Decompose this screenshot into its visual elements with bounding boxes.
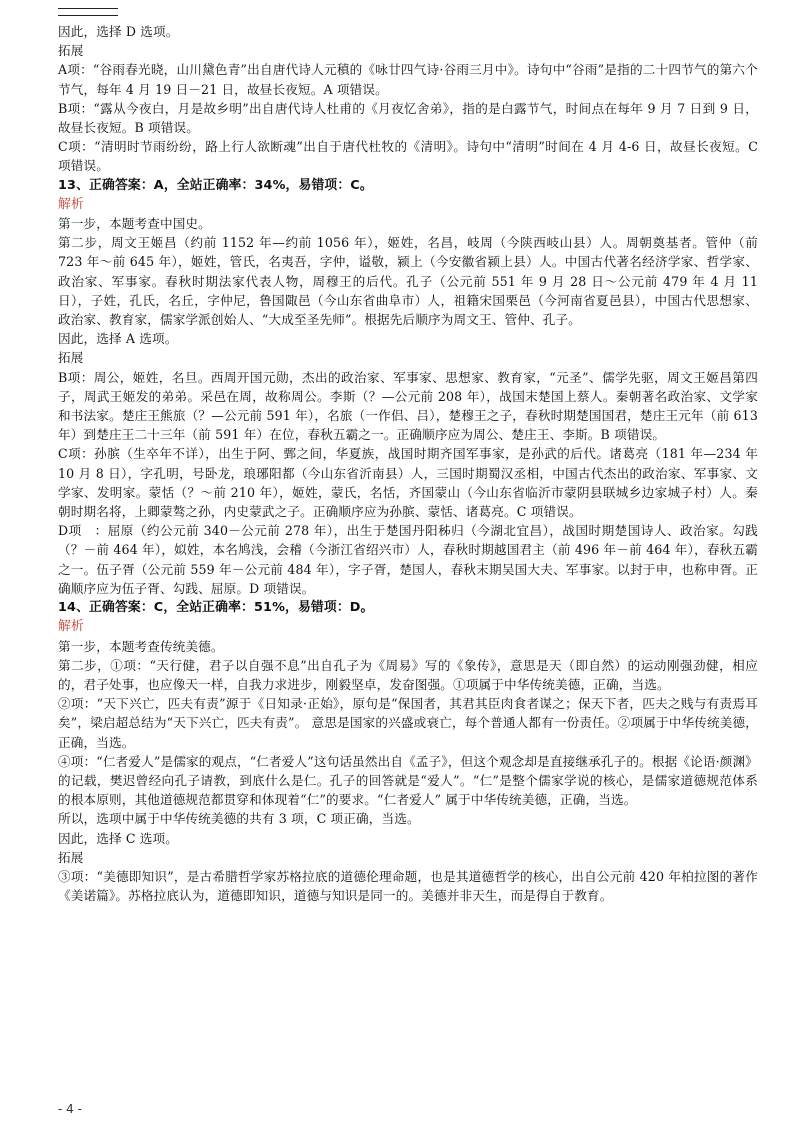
page-number: - 4 - — [58, 1102, 82, 1116]
analysis-label: 解析 — [58, 196, 84, 212]
section-label-extension: 拓展 — [58, 350, 84, 366]
paragraph: ②项：“天下兴亡，匹夫有责”源于《日知录·正始》，原句是“保国者，其君其臣肉食者谋之；保天下者，匹夫之贱与有责焉耳矣”，梁启超总结为“天下兴亡，匹夫有责”。 意思是国家的兴盛或衰亡，每个普通人都有一份责任。②项属于中华传统美德，正确，当选。 — [58, 696, 758, 750]
paragraph: ④项：“仁者爱人”是儒家的观点，“仁者爱人”这句话虽然出自《孟子》，但这个观念却是直接继承孔子的。根据《论语·颜渊》的记载，樊迟曾经向孔子请教，到底什么是仁。孔子的回答就是“爱人”。“仁”是整个儒家学说的核心，是儒家道德规范体系的根本原则，其他道德规范都贯穿和体现着“仁”的要求。“仁者爱人” 属于中华传统美德，正确，当选。 — [58, 753, 758, 808]
header-rule — [58, 15, 118, 16]
paragraph: B项：周公，姬姓，名旦。西周开国元勋，杰出的政治家、军事家、思想家、教育家，“元圣”、儒学先驱，周文王姬昌第四子，周武王姬发的弟弟。采邑在周，故称周公。李斯（？—公元前 208 年），战国末楚国上蔡人。秦朝著名政治家、文学家和书法家。楚庄王熊旅（？—公元前 591 年），名旅（一作侣、吕），楚穆王之子，春秋时期楚国国君，楚庄王元年（前 613 年）到楚庄王二十三年（前 591 年）在位，春秋五霸之一。正确顺序应为周公、楚庄王、李斯。B 项错误。 — [58, 369, 758, 443]
paragraph: D项 ：屈原（约公元前 340－公元前 278 年），出生于楚国丹阳秭归（今湖北宜昌），战国时期楚国诗人、政治家。勾践（？－前 464 年），姒姓，本名鸠浅，会稽（今浙江省绍兴市）人，春秋时期越国君主（前 496 年－前 464 年），春秋五霸之一。伍子胥（公元前 559 年－公元前 484 年），字子胥，楚国人，春秋末期吴国大夫、军事家。以封于申，也称申胥。正确顺序应为伍子胥、勾践、屈原。D 项错误。 — [58, 523, 758, 596]
document-body — [58, 8, 758, 905]
paragraph: 第一步，本题考查中国史。 — [58, 216, 211, 232]
paragraph: 第一步，本题考查传统美德。 — [58, 638, 224, 654]
paragraph: C项：孙膑（生卒年不详），出生于阿、鄄之间，华夏族，战国时期齐国军事家，是孙武的后代。诸葛亮（181 年—234 年 10 月 8 日），字孔明，号卧龙，琅琊阳都（今山东省沂南县）人，三国时期蜀汉丞相，中国古代杰出的政治家、军事家、文学家、发明家。蒙恬（？～前 210 年），姬姓，蒙氏，名恬，齐国蒙山（今山东省临沂市蒙阴县联城乡边家城子村）人。秦朝时期名将，上卿蒙骜之孙，内史蒙武之子。正确顺序应为孙膑、蒙恬、诸葛亮。C 项错误。 — [58, 446, 758, 520]
question-answer-heading: 13、正确答案：A，全站正确率：34%，易错项：C。 — [58, 177, 373, 193]
header-rule — [58, 8, 118, 15]
paragraph: C项：“清明时节雨纷纷，路上行人欲断魂”出自于唐代杜牧的《清明》。诗句中“清明”时间在 4 月 4-6 日，故昼长夜短。C 项错误。 — [58, 139, 758, 174]
paragraph: B项：“露从今夜白，月是故乡明”出自唐代诗人杜甫的《月夜忆舍弟》，指的是白露节气，时间点在每年 9 月 7 日到 9 日，故昼长夜短。B 项错误。 — [58, 100, 758, 136]
paragraph: ③项：“美德即知识”，是古希腊哲学家苏格拉底的道德伦理命题，也是其道德哲学的核心，出自公元前 420 年柏拉图的著作《美诺篇》。苏格拉底认为，道德即知识，道德与知识是同一的。美德并非天生，而是得自于教育。 — [58, 868, 758, 904]
paragraph: 第二步，周文王姬昌（约前 1152 年—约前 1056 年），姬姓，名昌，岐周（今陕西岐山县）人。周朝奠基者。管仲（前 723 年～前 645 年），姬姓，管氏，名夷吾，字仲，谥敬，颍上（今安徽省颍上县）人。中国古代著名经济学家、哲学家、政治家、军事家。春秋时期法家代表人物，周穆王的后代。孔子（公元前 551 年 9 月 28 日～公元前 479 年 4 月 11 日），子姓，孔氏，名丘，字仲尼，鲁国陬邑（今山东省曲阜市）人，祖籍宋国栗邑（今河南省夏邑县），中国古代思想家、政治家、教育家，儒家学派创始人、“大成至圣先师”。根据先后顺序为周文王、管仲、孔子。 — [58, 235, 758, 328]
conclusion-line: 因此，选择 A 选项。 — [58, 331, 178, 347]
paragraph: 所以，选项中属于中华传统美德的共有 3 项，C 项正确，当选。 — [58, 811, 420, 827]
question-answer-heading: 14、正确答案：C，全站正确率：51%，易错项：D。 — [58, 600, 374, 616]
paragraph: A项：“谷雨春光晓，山川黛色青”出自唐代诗人元稹的《咏廿四气诗·谷雨三月中》。诗句中“谷雨”是指的二十四节气的第六个节气，每年 4 月 19 日－21 日，故昼长夜短。A 项错误。 — [58, 62, 758, 97]
conclusion-line: 因此，选择 D 选项。 — [58, 24, 179, 39]
conclusion-line: 因此，选择 C 选项。 — [58, 830, 179, 846]
analysis-label: 解析 — [58, 619, 84, 635]
paragraph: 第二步，①项：“天行健，君子以自强不息”出自孔子为《周易》写的《象传》，意思是天（即自然）的运动刚强劲健，相应的，君子处事，也应像天一样，自我力求进步，刚毅坚卓，发奋图强。①项属于中华传统美德，正确，当选。 — [58, 657, 758, 692]
section-label-extension: 拓展 — [58, 849, 84, 865]
section-label-extension: 拓展 — [58, 43, 84, 59]
